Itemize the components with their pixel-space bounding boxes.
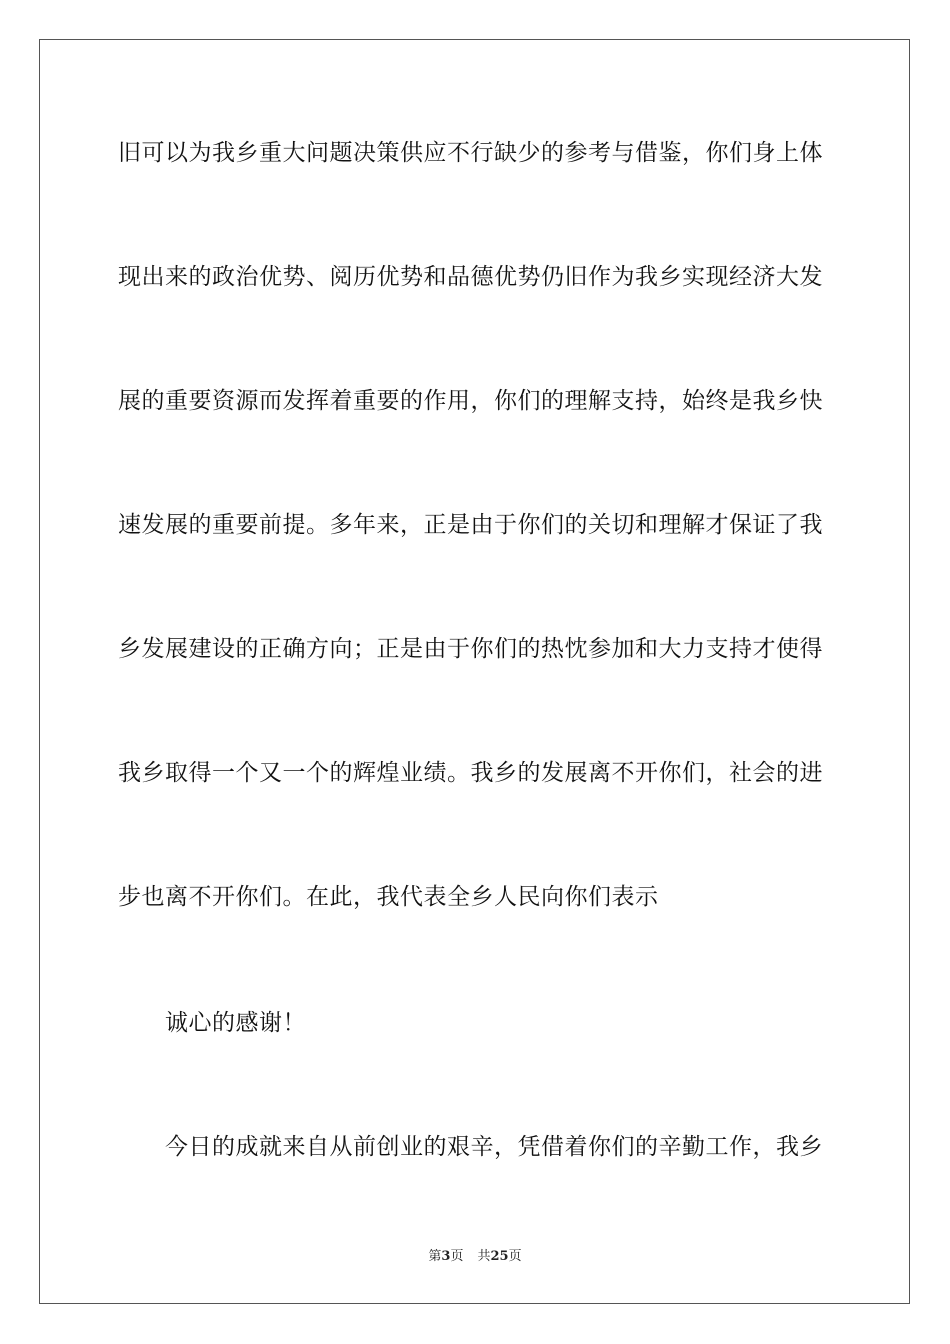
- body-text-line-3: 展的重要资源而发挥着重要的作用，你们的理解支持，始终是我乡快: [118, 388, 823, 414]
- page-border: [39, 39, 910, 1304]
- body-text-line-2: 现出来的政治优势、阅历优势和品德优势仍旧作为我乡实现经济大发: [118, 264, 823, 290]
- footer-page-suffix: 页: [450, 1249, 464, 1264]
- body-text-line-4: 速发展的重要前提。多年来，正是由于你们的关切和理解才保证了我: [118, 512, 823, 538]
- body-text-indented-line-2: 今日的成就来自从前创业的艰辛，凭借着你们的辛勤工作，我乡: [165, 1134, 823, 1160]
- body-text-line-5: 乡发展建设的正确方向；正是由于你们的热忱参加和大力支持才使得: [118, 636, 823, 662]
- body-text-line-6: 我乡取得一个又一个的辉煌业绩。我乡的发展离不开你们，社会的进: [118, 760, 823, 786]
- footer-page-number: 3: [441, 1249, 451, 1264]
- footer-page-prefix: 第: [428, 1249, 442, 1264]
- footer-total-prefix: 共: [477, 1249, 491, 1264]
- body-text-line-7: 步也离不开你们。在此，我代表全乡人民向你们表示: [118, 884, 659, 910]
- body-text-line-1: 旧可以为我乡重大问题决策供应不行缺少的参考与借鉴，你们身上体: [118, 140, 823, 166]
- footer-total-suffix: 页: [508, 1249, 522, 1264]
- footer-total-pages: 25: [490, 1249, 509, 1264]
- body-text-indented-line-1: 诚心的感谢！: [165, 1010, 306, 1036]
- page-footer: [0, 1248, 950, 1266]
